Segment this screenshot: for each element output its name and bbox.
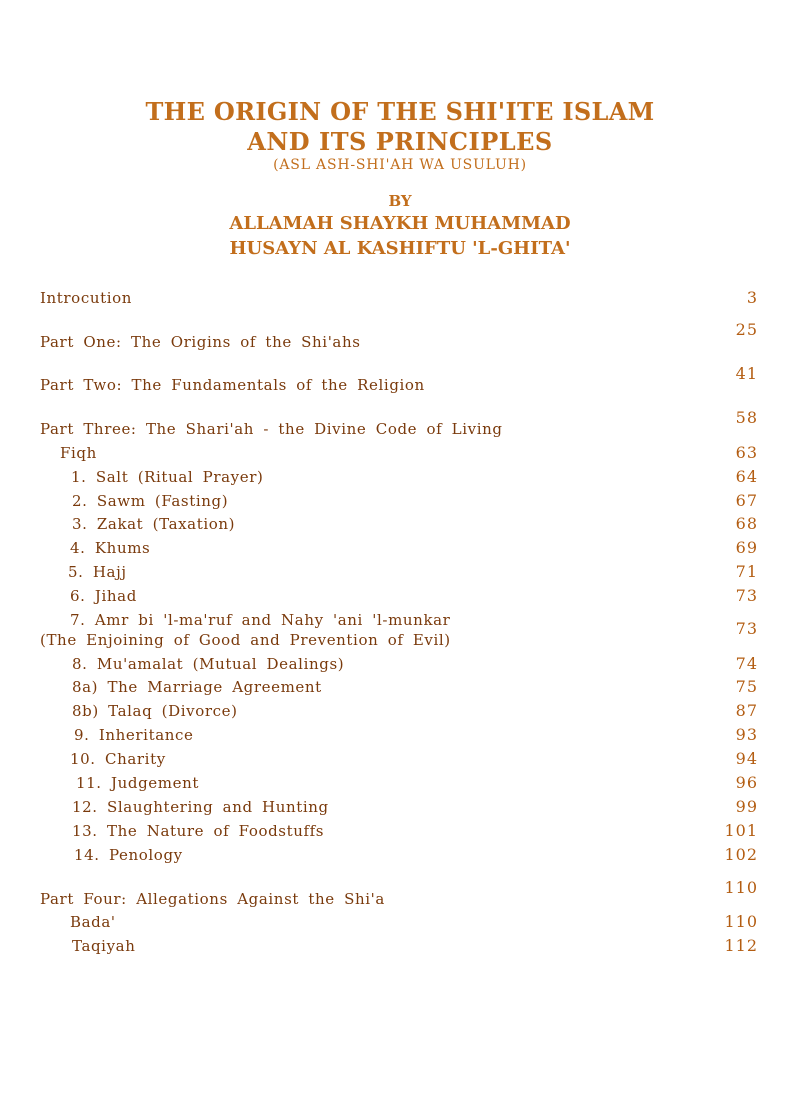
toc-entry-page: 3: [746, 288, 758, 307]
toc-entry-page: 64: [735, 467, 758, 486]
toc-entry-page: 58: [735, 408, 758, 427]
toc-entry-label: 12. Slaughtering and Hunting: [72, 798, 329, 816]
toc-entry-foodstuffs[interactable]: [0, 821, 800, 845]
toc-entry-page: 41: [735, 364, 758, 383]
toc-entry-charity[interactable]: [0, 749, 800, 773]
toc-entry-amr-bil-maruf[interactable]: [0, 610, 800, 656]
toc-entry-page: 87: [735, 701, 758, 720]
toc-entry-label: 2. Sawm (Fasting): [72, 492, 229, 510]
subtitle: (ASL ASH-SHI'AH WA USULUH): [273, 157, 527, 173]
toc-entry-part-one[interactable]: [0, 320, 800, 351]
toc-entry-label: Taqiyah: [72, 937, 136, 955]
toc-entry-khums[interactable]: [0, 538, 800, 562]
toc-entry-label: 7. Amr bi 'l-ma'ruf and Nahy 'ani 'l-munkar: [70, 611, 451, 629]
document-header: [0, 97, 800, 261]
toc-entry-label: 8a) The Marriage Agreement: [72, 678, 322, 696]
toc-entry-page: 75: [735, 677, 758, 696]
toc-entry-page: 112: [724, 936, 758, 955]
toc-entry-page: 63: [735, 443, 758, 462]
toc-entry-page: 71: [735, 562, 758, 581]
toc-entry-judgement[interactable]: [0, 773, 800, 797]
toc-entry-label: 4. Khums: [70, 539, 151, 557]
toc-entry-label: 13. The Nature of Foodstuffs: [72, 822, 325, 840]
toc-entry-talaq[interactable]: [0, 701, 800, 725]
toc-entry-inheritance[interactable]: [0, 725, 800, 749]
toc-entry-page: 67: [735, 491, 758, 510]
toc-entry-label: 8. Mu'amalat (Mutual Dealings): [72, 655, 345, 673]
toc-entry-page: 73: [735, 586, 758, 605]
toc-entry-page: 68: [735, 514, 758, 533]
toc-entry-page: 73: [735, 619, 758, 638]
toc-entry-page: 74: [735, 654, 758, 673]
toc-entry-page: 110: [724, 878, 758, 897]
toc-entry-page: 96: [735, 773, 758, 792]
toc-entry-label: Part Two: The Fundamentals of the Religion: [40, 376, 425, 394]
toc-entry-penology[interactable]: [0, 845, 800, 869]
author-line-2: HUSAYN AL KASHIFTU 'L-GHITA': [229, 238, 571, 259]
toc-entry-page: 99: [735, 797, 758, 816]
toc-entry-page: 110: [724, 912, 758, 931]
toc-entry-label: 6. Jihad: [70, 587, 137, 605]
toc-entry-label: 8b) Talaq (Divorce): [72, 702, 238, 720]
toc-entry-salat[interactable]: [0, 467, 800, 491]
toc-entry-label: Part One: The Origins of the Shi'ahs: [40, 333, 361, 351]
toc-entry-zakat[interactable]: [0, 514, 800, 538]
toc-entry-label: 14. Penology: [74, 846, 183, 864]
toc-entry-label: Part Four: Allegations Against the Shi'a: [40, 890, 385, 908]
toc-entry-marriage[interactable]: [0, 677, 800, 701]
toc-entry-jihad[interactable]: [0, 586, 800, 610]
toc-entry-label: 1. Salt (Ritual Prayer): [71, 468, 264, 486]
toc-entry-part-two[interactable]: [0, 364, 800, 394]
toc-entry-label: 10. Charity: [70, 750, 166, 768]
toc-entry-page: 93: [735, 725, 758, 744]
toc-entry-label: Part Three: The Shari'ah - the Divine Code of Living: [40, 420, 503, 438]
toc-entry-fiqh[interactable]: [0, 443, 800, 467]
toc-entry-slaughtering[interactable]: [0, 797, 800, 821]
toc-entry-label: 9. Inheritance: [74, 726, 194, 744]
toc-entry-label-continued: (The Enjoining of Good and Prevention of Evil): [40, 631, 451, 649]
toc-entry-page: 101: [724, 821, 758, 840]
toc-entry-muamalat[interactable]: [0, 654, 800, 678]
title-line-1: THE ORIGIN OF THE SHI'ITE ISLAM: [145, 97, 655, 126]
toc-entry-bada[interactable]: [0, 912, 800, 936]
toc-entry-label: 5. Hajj: [68, 563, 127, 581]
author-line-1: ALLAMAH SHAYKH MUHAMMAD: [229, 213, 571, 234]
toc-entry-page: 69: [735, 538, 758, 557]
by-line: BY: [388, 192, 412, 210]
toc-entry-sawm[interactable]: [0, 491, 800, 515]
toc-entry-page: 94: [735, 749, 758, 768]
toc-entry-label: 11. Judgement: [76, 774, 199, 792]
toc-entry-page: 25: [735, 320, 758, 339]
toc-entry-part-three[interactable]: [0, 408, 800, 438]
toc-entry-introduction[interactable]: [0, 288, 800, 312]
toc-entry-label: Fiqh: [60, 444, 97, 462]
title-line-2: AND ITS PRINCIPLES: [247, 127, 553, 156]
toc-entry-label: 3. Zakat (Taxation): [72, 515, 236, 533]
toc-entry-taqiyah[interactable]: [0, 936, 800, 960]
toc-entry-part-four[interactable]: [0, 878, 800, 908]
toc-entry-hajj[interactable]: [0, 562, 800, 586]
toc-entry-label: Introcution: [40, 289, 132, 307]
toc-entry-label: Bada': [70, 913, 116, 931]
toc-entry-page: 102: [724, 845, 758, 864]
